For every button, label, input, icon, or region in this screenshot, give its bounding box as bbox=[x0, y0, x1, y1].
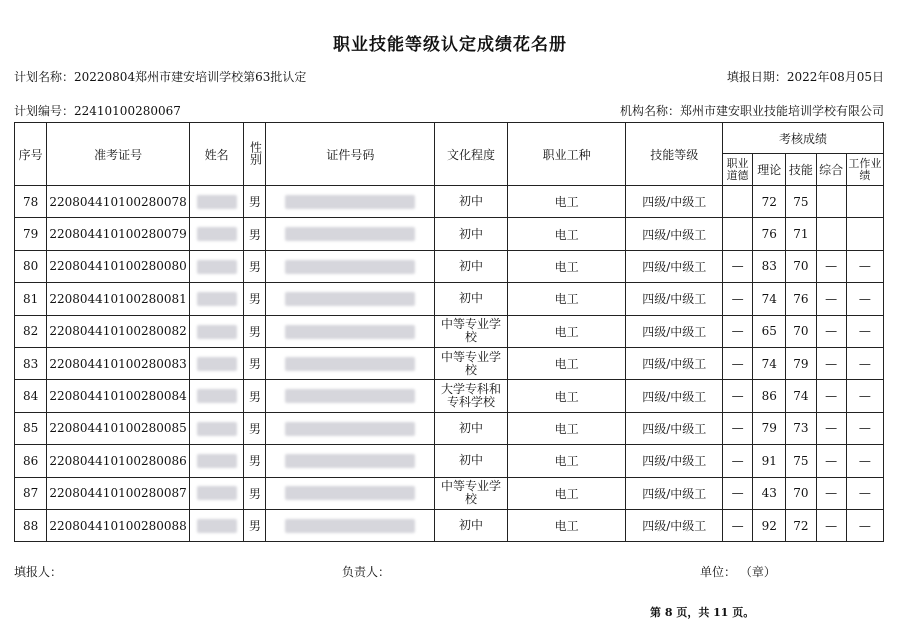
cell-ethics: — bbox=[722, 283, 752, 315]
cell-occupation: 电工 bbox=[507, 218, 626, 250]
cell-name-redacted bbox=[189, 380, 243, 412]
table-row bbox=[15, 283, 884, 315]
redacted-id-number bbox=[285, 357, 415, 371]
plan-number: 计划编号：22410100280067 bbox=[14, 104, 181, 118]
header-id-no: 证件号码 bbox=[266, 123, 435, 186]
redacted-name bbox=[197, 325, 237, 339]
cell-name-redacted bbox=[189, 477, 243, 509]
cell-seq: 78 bbox=[15, 186, 47, 218]
cell-education: 初中 bbox=[435, 218, 507, 250]
cell-education: 初中 bbox=[435, 445, 507, 477]
filler-label: 填报人： bbox=[14, 565, 63, 579]
cell-gender: 男 bbox=[244, 509, 266, 541]
cell-level: 四级/中级工 bbox=[626, 347, 723, 379]
cell-work: — bbox=[846, 477, 883, 509]
cell-skill: 75 bbox=[786, 445, 816, 477]
cell-occupation: 电工 bbox=[507, 283, 626, 315]
cell-skill: 72 bbox=[786, 509, 816, 541]
cell-gender: 男 bbox=[244, 250, 266, 282]
cell-ethics: — bbox=[722, 477, 752, 509]
header-theory: 理论 bbox=[753, 154, 786, 186]
table-row bbox=[15, 218, 884, 250]
cell-id-redacted bbox=[266, 315, 435, 347]
cell-level: 四级/中级工 bbox=[626, 477, 723, 509]
cell-education: 初中 bbox=[435, 412, 507, 444]
cell-theory: 79 bbox=[753, 412, 786, 444]
cell-work: — bbox=[846, 380, 883, 412]
cell-education: 中等专业学校 bbox=[435, 347, 507, 379]
redacted-name bbox=[197, 422, 237, 436]
cell-exam_no: 220804410100280088 bbox=[47, 509, 190, 541]
cell-occupation: 电工 bbox=[507, 250, 626, 282]
header-assessment: 考核成绩 bbox=[722, 123, 883, 154]
cell-exam_no: 220804410100280078 bbox=[47, 186, 190, 218]
redacted-id-number bbox=[285, 292, 415, 306]
cell-skill: 70 bbox=[786, 315, 816, 347]
header-skill-level: 技能等级 bbox=[626, 123, 723, 186]
redacted-name bbox=[197, 389, 237, 403]
cell-comp: — bbox=[816, 509, 846, 541]
cell-theory: 86 bbox=[753, 380, 786, 412]
header-seq: 序号 bbox=[15, 123, 47, 186]
header-education: 文化程度 bbox=[435, 123, 507, 186]
cell-ethics bbox=[722, 218, 752, 250]
header-exam-no: 准考证号 bbox=[47, 123, 190, 186]
cell-theory: 72 bbox=[753, 186, 786, 218]
cell-comp: — bbox=[816, 250, 846, 282]
cell-comp: — bbox=[816, 315, 846, 347]
cell-occupation: 电工 bbox=[507, 347, 626, 379]
cell-level: 四级/中级工 bbox=[626, 315, 723, 347]
cell-exam_no: 220804410100280079 bbox=[47, 218, 190, 250]
cell-id-redacted bbox=[266, 412, 435, 444]
redacted-name bbox=[197, 195, 237, 209]
cell-level: 四级/中级工 bbox=[626, 218, 723, 250]
cell-gender: 男 bbox=[244, 445, 266, 477]
redacted-id-number bbox=[285, 260, 415, 274]
cell-exam_no: 220804410100280081 bbox=[47, 283, 190, 315]
cell-exam_no: 220804410100280086 bbox=[47, 445, 190, 477]
cell-ethics: — bbox=[722, 412, 752, 444]
cell-name-redacted bbox=[189, 283, 243, 315]
cell-gender: 男 bbox=[244, 380, 266, 412]
page-title: 职业技能等级认定成绩花名册 bbox=[333, 35, 567, 55]
cell-seq: 79 bbox=[15, 218, 47, 250]
cell-seq: 84 bbox=[15, 380, 47, 412]
cell-id-redacted bbox=[266, 186, 435, 218]
cell-occupation: 电工 bbox=[507, 412, 626, 444]
header-skill: 技能 bbox=[786, 154, 816, 186]
page-number: 第 8 页，共 11 页。 bbox=[650, 606, 755, 619]
cell-level: 四级/中级工 bbox=[626, 250, 723, 282]
cell-gender: 男 bbox=[244, 315, 266, 347]
cell-gender: 男 bbox=[244, 283, 266, 315]
table-row bbox=[15, 347, 884, 379]
table-row bbox=[15, 250, 884, 282]
cell-theory: 92 bbox=[753, 509, 786, 541]
plan-name: 计划名称：20220804郑州市建安培训学校第63批认定 bbox=[14, 70, 307, 84]
redacted-name bbox=[197, 260, 237, 274]
cell-occupation: 电工 bbox=[507, 186, 626, 218]
cell-level: 四级/中级工 bbox=[626, 509, 723, 541]
cell-id-redacted bbox=[266, 218, 435, 250]
table-row bbox=[15, 477, 884, 509]
cell-seq: 83 bbox=[15, 347, 47, 379]
cell-id-redacted bbox=[266, 509, 435, 541]
redacted-id-number bbox=[285, 325, 415, 339]
cell-education: 初中 bbox=[435, 250, 507, 282]
redacted-name bbox=[197, 227, 237, 241]
cell-seq: 86 bbox=[15, 445, 47, 477]
cell-level: 四级/中级工 bbox=[626, 186, 723, 218]
cell-name-redacted bbox=[189, 186, 243, 218]
cell-comp: — bbox=[816, 445, 846, 477]
cell-comp bbox=[816, 218, 846, 250]
cell-theory: 83 bbox=[753, 250, 786, 282]
table-row bbox=[15, 315, 884, 347]
cell-gender: 男 bbox=[244, 347, 266, 379]
cell-skill: 70 bbox=[786, 250, 816, 282]
redacted-id-number bbox=[285, 486, 415, 500]
cell-gender: 男 bbox=[244, 186, 266, 218]
cell-occupation: 电工 bbox=[507, 315, 626, 347]
cell-skill: 71 bbox=[786, 218, 816, 250]
cell-theory: 65 bbox=[753, 315, 786, 347]
cell-name-redacted bbox=[189, 218, 243, 250]
redacted-name bbox=[197, 519, 237, 533]
cell-id-redacted bbox=[266, 347, 435, 379]
redacted-name bbox=[197, 357, 237, 371]
redacted-id-number bbox=[285, 195, 415, 209]
cell-seq: 85 bbox=[15, 412, 47, 444]
unit-label: 单位： （章） bbox=[700, 565, 776, 579]
cell-theory: 74 bbox=[753, 347, 786, 379]
cell-work: — bbox=[846, 250, 883, 282]
cell-ethics: — bbox=[722, 445, 752, 477]
cell-ethics: — bbox=[722, 315, 752, 347]
cell-name-redacted bbox=[189, 412, 243, 444]
cell-skill: 75 bbox=[786, 186, 816, 218]
cell-exam_no: 220804410100280083 bbox=[47, 347, 190, 379]
cell-education: 初中 bbox=[435, 186, 507, 218]
redacted-id-number bbox=[285, 422, 415, 436]
cell-education: 大学专科和专科学校 bbox=[435, 380, 507, 412]
cell-skill: 73 bbox=[786, 412, 816, 444]
cell-name-redacted bbox=[189, 509, 243, 541]
cell-id-redacted bbox=[266, 250, 435, 282]
cell-skill: 74 bbox=[786, 380, 816, 412]
cell-id-redacted bbox=[266, 380, 435, 412]
table-row bbox=[15, 445, 884, 477]
cell-ethics bbox=[722, 186, 752, 218]
table-row bbox=[15, 412, 884, 444]
cell-occupation: 电工 bbox=[507, 380, 626, 412]
cell-work: — bbox=[846, 509, 883, 541]
cell-education: 中等专业学校 bbox=[435, 477, 507, 509]
cell-work bbox=[846, 186, 883, 218]
redacted-id-number bbox=[285, 227, 415, 241]
header-name: 姓名 bbox=[189, 123, 243, 186]
cell-level: 四级/中级工 bbox=[626, 380, 723, 412]
cell-comp: — bbox=[816, 283, 846, 315]
cell-exam_no: 220804410100280087 bbox=[47, 477, 190, 509]
redacted-id-number bbox=[285, 389, 415, 403]
cell-gender: 男 bbox=[244, 218, 266, 250]
cell-work: — bbox=[846, 283, 883, 315]
cell-name-redacted bbox=[189, 347, 243, 379]
cell-comp bbox=[816, 186, 846, 218]
cell-gender: 男 bbox=[244, 412, 266, 444]
cell-exam_no: 220804410100280080 bbox=[47, 250, 190, 282]
table-row bbox=[15, 186, 884, 218]
score-table bbox=[14, 122, 884, 542]
leader-label: 负责人： bbox=[342, 565, 391, 579]
cell-education: 初中 bbox=[435, 283, 507, 315]
cell-occupation: 电工 bbox=[507, 445, 626, 477]
header-comprehensive: 综合 bbox=[816, 154, 846, 186]
cell-exam_no: 220804410100280082 bbox=[47, 315, 190, 347]
cell-seq: 87 bbox=[15, 477, 47, 509]
header-gender-label: 性别 bbox=[248, 140, 263, 165]
cell-occupation: 电工 bbox=[507, 509, 626, 541]
header-occupation: 职业工种 bbox=[507, 123, 626, 186]
cell-seq: 81 bbox=[15, 283, 47, 315]
cell-work: — bbox=[846, 445, 883, 477]
cell-theory: 43 bbox=[753, 477, 786, 509]
cell-education: 中等专业学校 bbox=[435, 315, 507, 347]
table-row bbox=[15, 509, 884, 541]
cell-seq: 80 bbox=[15, 250, 47, 282]
cell-work: — bbox=[846, 412, 883, 444]
header-gender bbox=[244, 123, 266, 186]
cell-id-redacted bbox=[266, 445, 435, 477]
report-date: 填报日期：2022年08月05日 bbox=[726, 70, 884, 84]
table-row bbox=[15, 380, 884, 412]
cell-ethics: — bbox=[722, 347, 752, 379]
cell-level: 四级/中级工 bbox=[626, 445, 723, 477]
organization-name: 机构名称：郑州市建安职业技能培训学校有限公司 bbox=[619, 104, 884, 118]
cell-skill: 76 bbox=[786, 283, 816, 315]
cell-ethics: — bbox=[722, 509, 752, 541]
cell-education: 初中 bbox=[435, 509, 507, 541]
cell-name-redacted bbox=[189, 445, 243, 477]
redacted-name bbox=[197, 454, 237, 468]
cell-comp: — bbox=[816, 347, 846, 379]
redacted-id-number bbox=[285, 519, 415, 533]
cell-ethics: — bbox=[722, 380, 752, 412]
cell-level: 四级/中级工 bbox=[626, 283, 723, 315]
cell-seq: 82 bbox=[15, 315, 47, 347]
cell-comp: — bbox=[816, 477, 846, 509]
cell-skill: 70 bbox=[786, 477, 816, 509]
cell-exam_no: 220804410100280084 bbox=[47, 380, 190, 412]
cell-work bbox=[846, 218, 883, 250]
cell-gender: 男 bbox=[244, 477, 266, 509]
cell-name-redacted bbox=[189, 250, 243, 282]
cell-seq: 88 bbox=[15, 509, 47, 541]
cell-name-redacted bbox=[189, 315, 243, 347]
cell-id-redacted bbox=[266, 283, 435, 315]
cell-occupation: 电工 bbox=[507, 477, 626, 509]
redacted-name bbox=[197, 486, 237, 500]
cell-exam_no: 220804410100280085 bbox=[47, 412, 190, 444]
redacted-name bbox=[197, 292, 237, 306]
header-ethics: 职业道德 bbox=[722, 154, 752, 186]
cell-id-redacted bbox=[266, 477, 435, 509]
cell-theory: 76 bbox=[753, 218, 786, 250]
cell-work: — bbox=[846, 347, 883, 379]
cell-theory: 74 bbox=[753, 283, 786, 315]
redacted-id-number bbox=[285, 454, 415, 468]
cell-comp: — bbox=[816, 412, 846, 444]
cell-work: — bbox=[846, 315, 883, 347]
cell-level: 四级/中级工 bbox=[626, 412, 723, 444]
cell-skill: 79 bbox=[786, 347, 816, 379]
cell-theory: 91 bbox=[753, 445, 786, 477]
cell-comp: — bbox=[816, 380, 846, 412]
header-work-performance: 工作业绩 bbox=[846, 154, 883, 186]
cell-ethics: — bbox=[722, 250, 752, 282]
